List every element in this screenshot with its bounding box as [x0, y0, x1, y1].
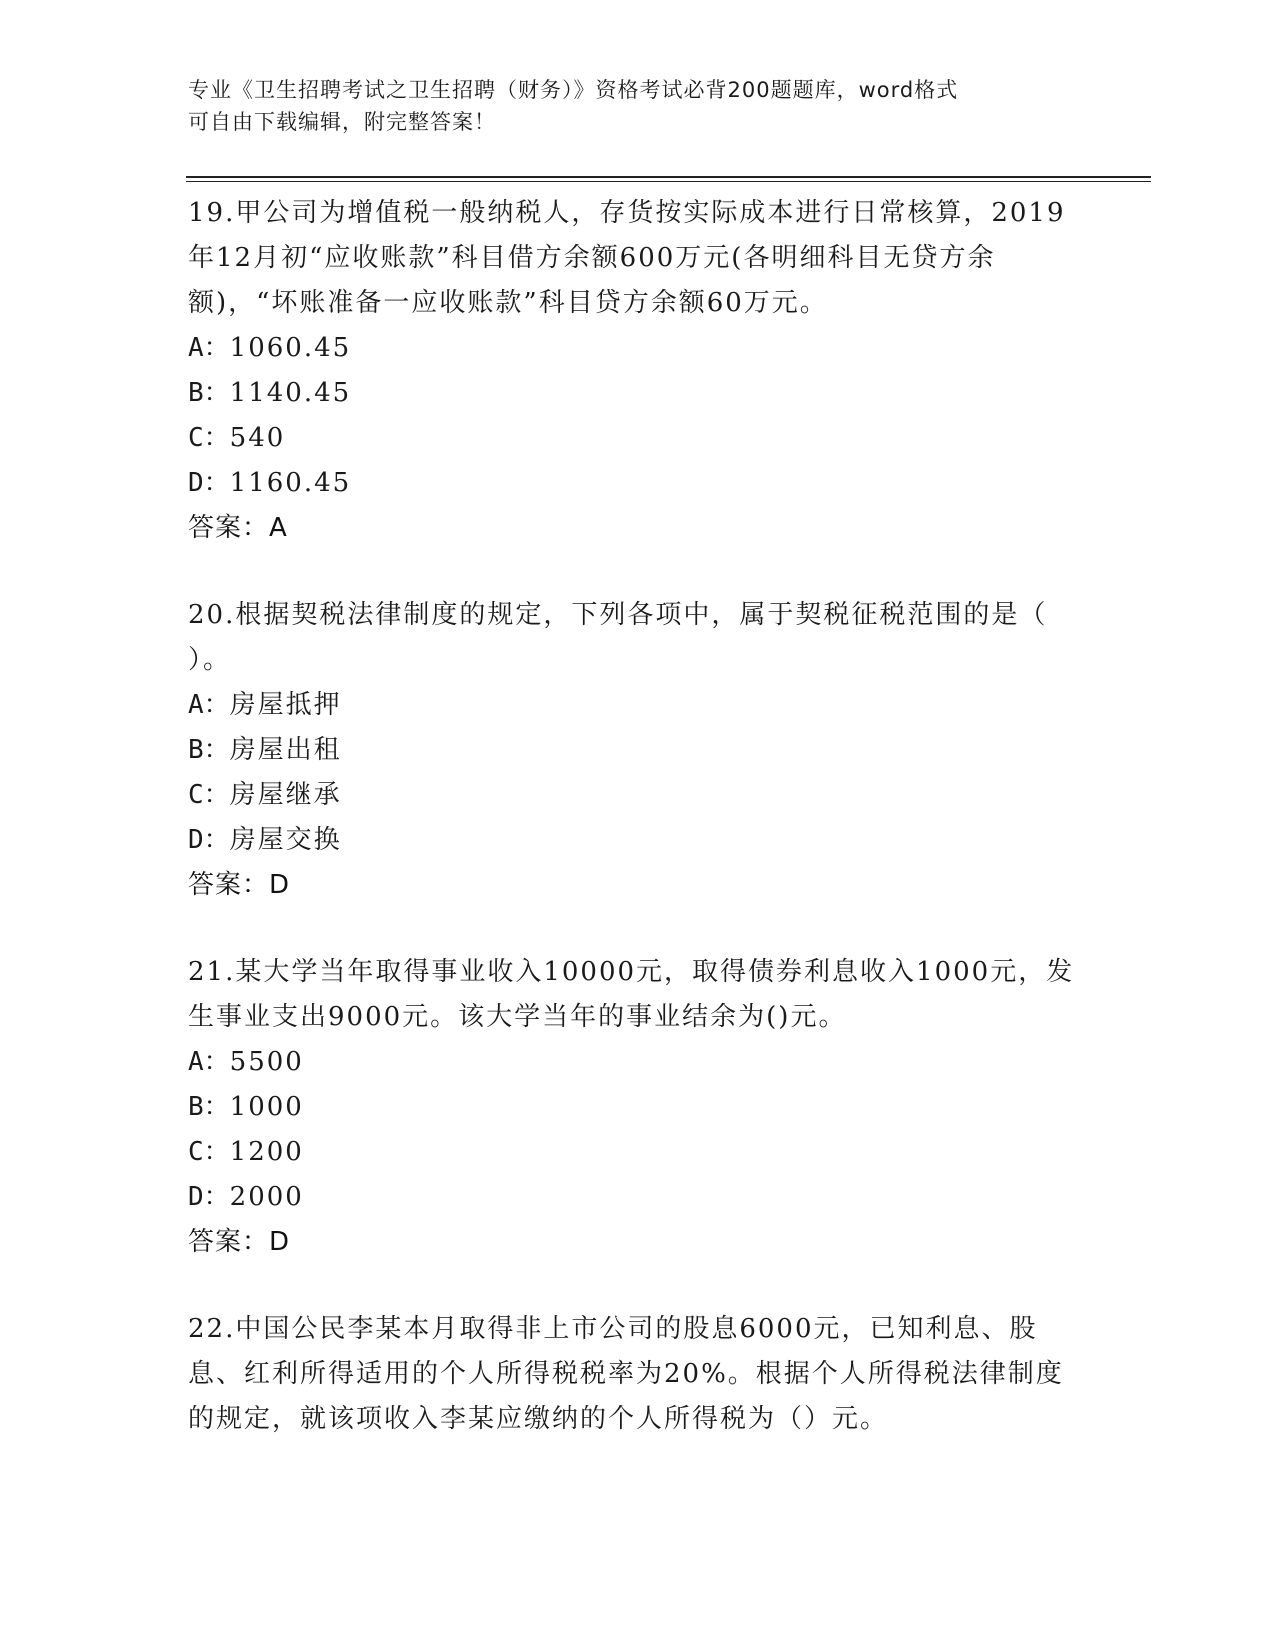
answer: 答案：A	[188, 513, 288, 543]
option-label: C：	[188, 1137, 230, 1167]
option-label: A：	[188, 1047, 230, 1077]
option-a	[188, 326, 1088, 371]
option-label: D：	[188, 1182, 230, 1212]
question-19	[188, 191, 1088, 551]
header-divider-thick	[186, 176, 1151, 178]
option-label: C：	[188, 423, 230, 453]
question-list	[188, 191, 1088, 1484]
option-d	[188, 461, 1088, 506]
option-d	[188, 818, 1088, 863]
document-header	[188, 74, 1088, 138]
option-text: 540	[229, 423, 286, 453]
question-text: 22.中国公民李某本月取得非上市公司的股息6000元，已知利息、股息、红利所得适用的个人所得税税率为20%。根据个人所得税法律制度的规定，就该项收入李某应缴纳的个人所得税为（）元。	[188, 1314, 1064, 1434]
option-text: 房屋抵押	[229, 690, 342, 720]
option-text: 房屋出租	[229, 735, 342, 765]
option-text: 1160.45	[229, 468, 352, 498]
option-label: A：	[188, 690, 230, 720]
option-b	[188, 371, 1088, 416]
question-text: 20.根据契税法律制度的规定，下列各项中，属于契税征税范围的是（ ）。	[188, 600, 1048, 675]
answer: 答案：D	[188, 870, 291, 900]
option-b	[188, 1085, 1088, 1130]
header-line-2: 可自由下载编辑，附完整答案！	[188, 110, 496, 134]
option-text: 2000	[229, 1182, 304, 1212]
option-d	[188, 1175, 1088, 1220]
option-label: A：	[188, 333, 230, 363]
header-divider-thin	[186, 181, 1151, 182]
question-20	[188, 593, 1088, 908]
option-text: 1000	[229, 1092, 304, 1122]
option-text: 房屋继承	[229, 780, 342, 810]
question-22	[188, 1307, 1088, 1442]
option-label: D：	[188, 468, 230, 498]
option-label: B：	[188, 378, 230, 408]
option-label: B：	[188, 1092, 230, 1122]
question-21	[188, 950, 1088, 1265]
question-text: 21.某大学当年取得事业收入10000元，取得债券利息收入1000元，发生事业支出9000元。该大学当年的事业结余为()元。	[188, 957, 1075, 1032]
option-c	[188, 773, 1088, 818]
header-line-1: 专业《卫生招聘考试之卫生招聘（财务）》资格考试必背200题题库，word格式	[188, 78, 959, 102]
option-text: 1200	[229, 1137, 304, 1167]
option-b	[188, 728, 1088, 773]
option-label: C：	[188, 780, 230, 810]
option-label: B：	[188, 735, 230, 765]
question-text: 19.甲公司为增值税一般纳税人，存货按实际成本进行日常核算，2019年12月初“应收账款”科目借方余额600万元(各明细科目无贷方余额)，“坏账准备一应收账款”科目贷方余额60万元。	[188, 198, 1066, 318]
option-c	[188, 416, 1088, 461]
option-text: 1140.45	[229, 378, 352, 408]
option-text: 5500	[229, 1047, 304, 1077]
answer: 答案：D	[188, 1227, 291, 1257]
option-c	[188, 1130, 1088, 1175]
option-a	[188, 683, 1088, 728]
option-a	[188, 1040, 1088, 1085]
option-text: 房屋交换	[229, 825, 342, 855]
option-text: 1060.45	[229, 333, 352, 363]
option-label: D：	[188, 825, 230, 855]
